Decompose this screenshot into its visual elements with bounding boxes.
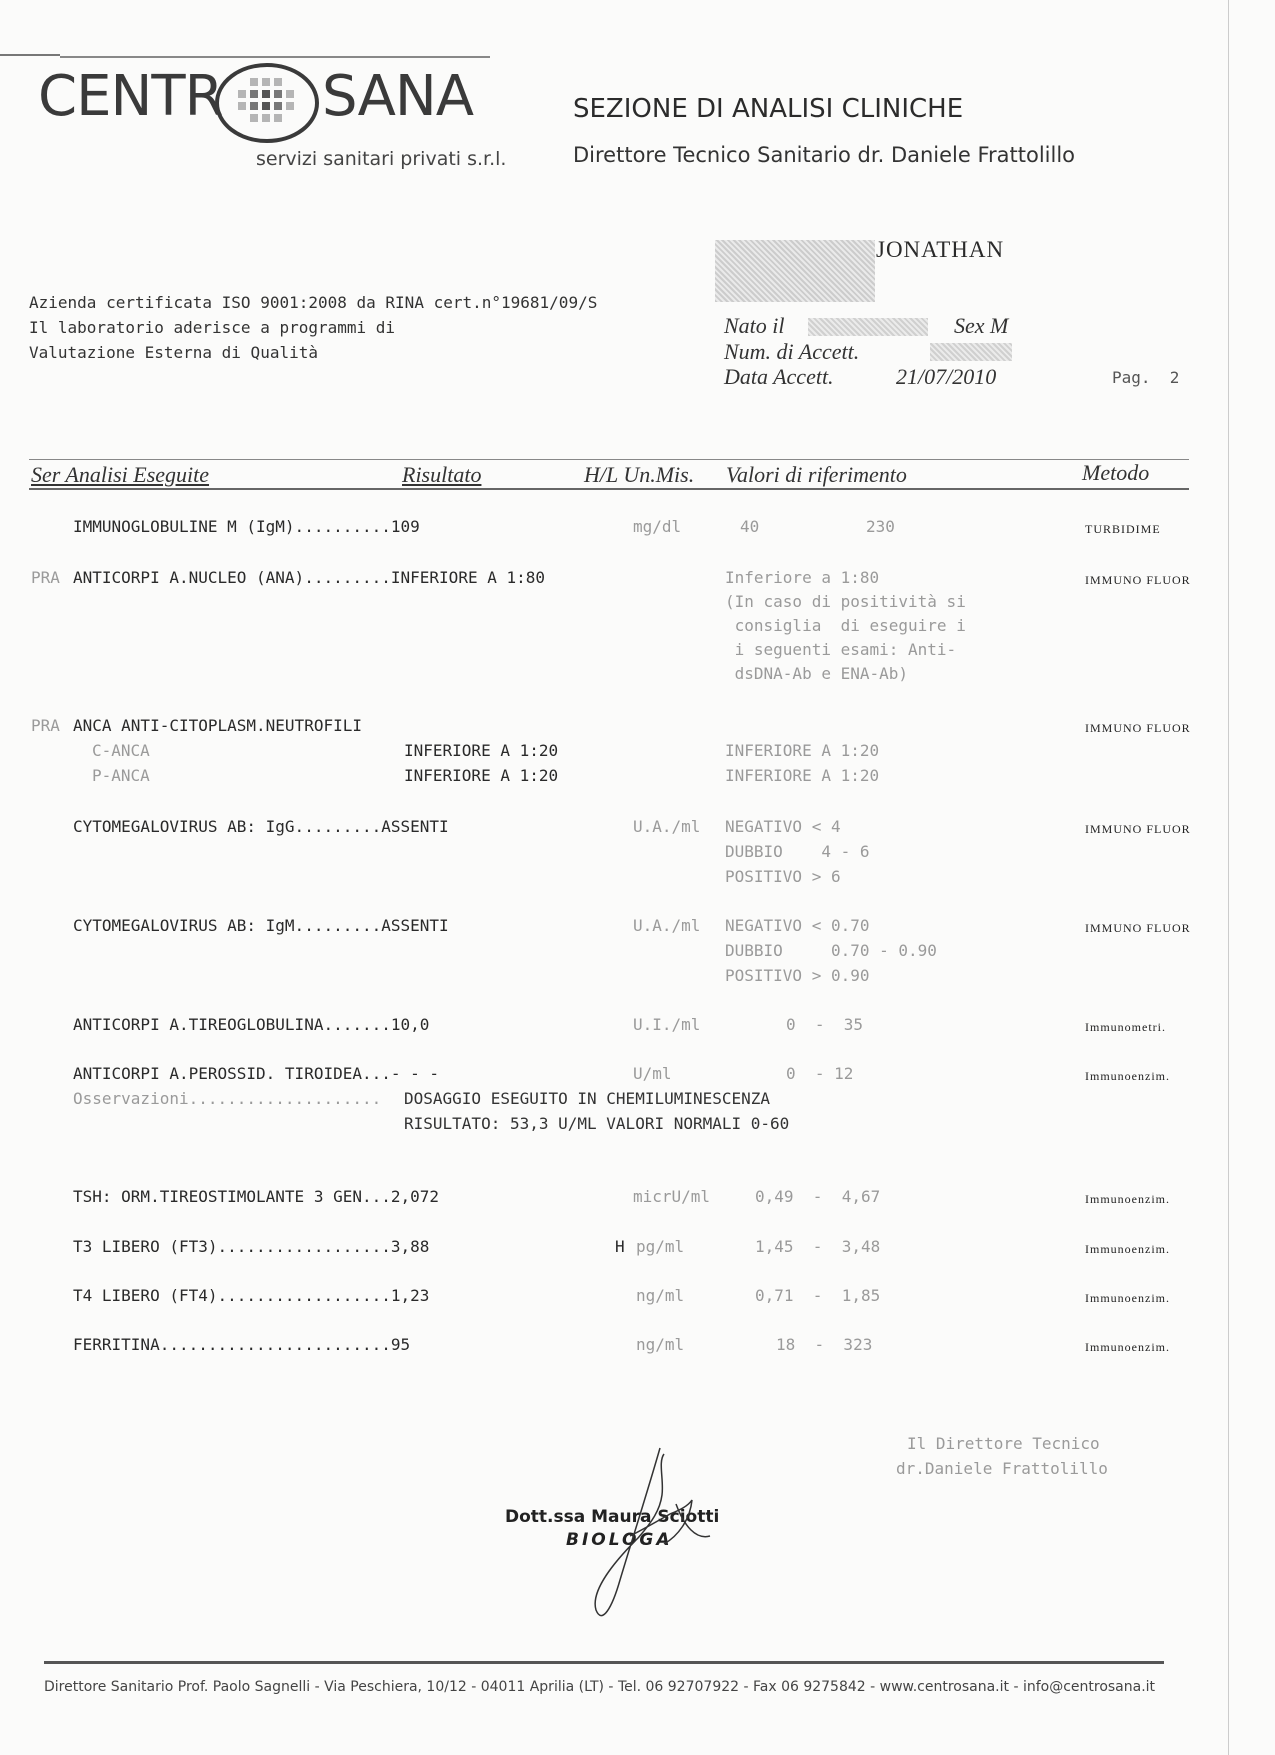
col-header-method: Metodo [1082,460,1150,485]
ft4-method: Immunoenzim. [1085,1291,1170,1305]
cmv-igg-ref-line: NEGATIVO < 4 [725,817,841,836]
logo-rule-right [60,56,490,58]
ft4-name-result: T4 LIBERO (FT4)..................1,23 [73,1286,430,1305]
ana-ref-line: Inferiore a 1:80 [725,568,880,587]
ft3-ref: 1,45 - 3,48 [755,1237,881,1256]
tpo-method: Immunoenzim. [1085,1069,1170,1083]
tg-name-result: ANTICORPI A.TIREOGLOBULINA.......10,0 [73,1015,430,1034]
stamp-name: Dott.ssa Maura Sciotti [505,1507,720,1527]
section-title: SEZIONE DI ANALISI CLINICHE [573,94,964,124]
ana-ref-line: i seguenti esami: Anti- [725,640,957,659]
redacted-accession [930,343,1012,361]
patient-name: JONATHAN [876,237,1005,262]
igm-ref-high: 230 [866,517,895,536]
ferritin-method: Immunoenzim. [1085,1340,1170,1354]
col-header-analyses: Ser Analisi Eseguite [31,462,210,487]
director-sign-line-1: Il Direttore Tecnico [907,1434,1100,1453]
ana-ref-line: dsDNA-Ab e ENA-Ab) [725,664,909,683]
tsh-method: Immunoenzim. [1085,1192,1170,1206]
tpo-observations-label: Osservazioni.................... [73,1089,382,1108]
director-sign-line-2: dr.Daniele Frattolillo [896,1459,1108,1478]
logo-rule [0,54,60,56]
tpo-observation-1: DOSAGGIO ESEGUITO IN CHEMILUMINESCENZA [404,1089,771,1108]
tg-unit: U.I./ml [633,1015,701,1034]
p-anca-result: INFERIORE A 1:20 [404,766,559,785]
ana-prefix: PRA [31,568,60,587]
anca-name: ANCA ANTI-CITOPLASM.NEUTROFILI [73,716,362,735]
igm-ref-low: 40 [740,517,760,536]
ana-method: IMMUNO FLUOR [1085,573,1191,587]
tg-method: Immunometri. [1085,1020,1166,1034]
cmv-igm-ref-line: DUBBIO 0.70 - 0.90 [725,941,937,960]
accession-date-label: Data Accett. [724,364,834,389]
tpo-ref: 0 - 12 [786,1064,854,1083]
ana-ref-line: consiglia di eseguire i [725,616,966,635]
tpo-name-result: ANTICORPI A.PEROSSID. TIROIDEA...- - - [73,1064,440,1083]
cert-line-2: Il laboratorio aderisce a programmi di [29,318,396,337]
col-header-reference: Valori di riferimento [726,462,907,487]
c-anca-label: C-ANCA [92,741,150,760]
cert-line-3: Valutazione Esterna di Qualità [29,343,318,362]
accession-number-label: Num. di Accett. [724,339,860,364]
redacted-birthdate [808,318,928,336]
logo-tagline: servizi sanitari privati s.r.l. [256,148,507,170]
stamp-role: BIOLOGA [566,1530,673,1550]
anca-method: IMMUNO FLUOR [1085,721,1191,735]
tg-ref: 0 - 35 [786,1015,864,1034]
col-header-result: Risultato [402,462,482,487]
logo-emblem-icon [212,60,322,146]
sex-value: Sex M [954,313,1009,338]
igm-method: TURBIDIME [1085,522,1161,536]
c-anca-ref: INFERIORE A 1:20 [725,741,880,760]
tpo-unit: U/ml [633,1064,672,1083]
cmv-igg-method: IMMUNO FLUOR [1085,822,1191,836]
ft4-unit: ng/ml [636,1286,685,1305]
ft3-unit: pg/ml [636,1237,685,1256]
ferritin-unit: ng/ml [636,1335,685,1354]
birth-label: Nato il [724,313,785,338]
logo-brand-left: CENTR [38,64,223,129]
tsh-unit: micrU/ml [633,1187,711,1206]
table-header-rule [29,488,1189,490]
col-header-flag-unit: H/L Un.Mis. [584,462,695,487]
igm-unit: mg/dl [633,517,682,536]
scan-edge [1228,0,1229,1755]
ft3-name-result: T3 LIBERO (FT3)..................3,88 [73,1237,430,1256]
cmv-igm-unit: U.A./ml [633,916,701,935]
footer-rule [44,1661,1164,1664]
ferritin-name-result: FERRITINA........................95 [73,1335,411,1354]
table-top-rule [29,459,1189,460]
cmv-igm-ref-line: NEGATIVO < 0.70 [725,916,870,935]
cmv-igg-name-result: CYTOMEGALOVIRUS AB: IgG.........ASSENTI [73,817,449,836]
ana-ref-line: (In caso di positività si [725,592,966,611]
logo-brand-right: SANA [322,64,474,129]
cmv-igg-ref-line: POSITIVO > 6 [725,867,841,886]
tsh-name-result: TSH: ORM.TIREOSTIMOLANTE 3 GEN...2,072 [73,1187,440,1206]
page-number: Pag. 2 [1112,368,1180,387]
accession-date-value: 21/07/2010 [896,364,997,389]
cmv-igm-ref-line: POSITIVO > 0.90 [725,966,870,985]
p-anca-label: P-ANCA [92,766,150,785]
tsh-ref: 0,49 - 4,67 [755,1187,881,1206]
p-anca-ref: INFERIORE A 1:20 [725,766,880,785]
ft3-method: Immunoenzim. [1085,1242,1170,1256]
director-heading: Direttore Tecnico Sanitario dr. Daniele Frattolillo [573,143,1076,167]
cmv-igg-unit: U.A./ml [633,817,701,836]
ft4-ref: 0,71 - 1,85 [755,1286,881,1305]
redacted-name [715,240,875,302]
footer-address: Direttore Sanitario Prof. Paolo Sagnelli - Via Peschiera, 10/12 - 04011 Aprilia (LT) - Tel. 06 92707922 - Fax 06 9275842 - www.centrosana.it - info@centrosana.it [44,1679,1156,1695]
ferritin-ref: 18 - 323 [776,1335,873,1354]
handwritten-signature-icon [560,1440,730,1625]
anca-prefix: PRA [31,716,60,735]
ft3-flag: H [615,1237,625,1256]
cmv-igg-ref-line: DUBBIO 4 - 6 [725,842,870,861]
cmv-igm-name-result: CYTOMEGALOVIRUS AB: IgM.........ASSENTI [73,916,449,935]
c-anca-result: INFERIORE A 1:20 [404,741,559,760]
ana-name-result: ANTICORPI A.NUCLEO (ANA).........INFERIORE A 1:80 [73,568,546,587]
cmv-igm-method: IMMUNO FLUOR [1085,921,1191,935]
cert-line-1: Azienda certificata ISO 9001:2008 da RINA cert.n°19681/09/S [29,293,598,312]
tpo-observation-2: RISULTATO: 53,3 U/ML VALORI NORMALI 0-60 [404,1114,790,1133]
igm-name-result: IMMUNOGLOBULINE M (IgM)..........109 [73,517,420,536]
